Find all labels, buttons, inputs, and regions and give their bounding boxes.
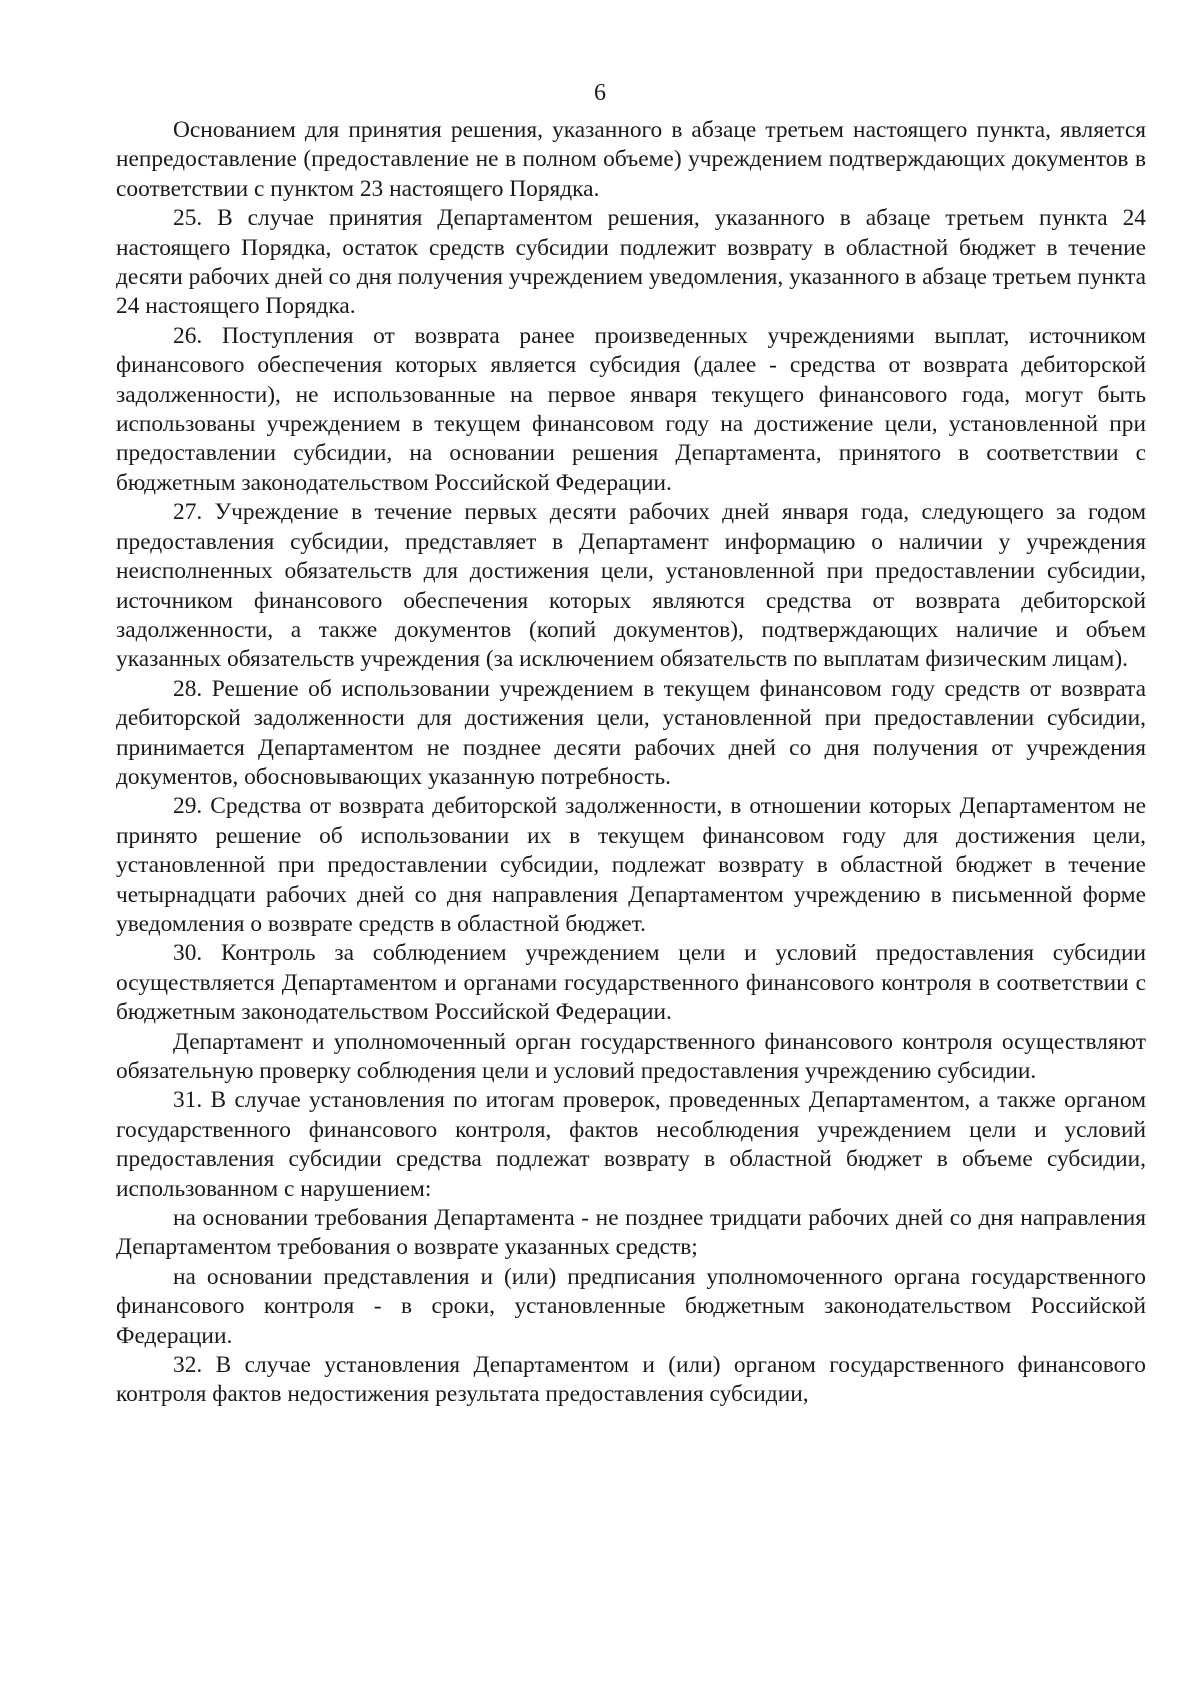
- paragraph-28: 28. Решение об использовании учреждением в текущем финансовом году средств от возврата дебиторской задолженности для достижения цели, установленной при предоставлении субсидии, принимается Департаментом не позднее десяти рабочих дней со дня получения от учреждения документов, обосновывающих указанную потребность.: [116, 675, 1146, 790]
- paragraph-27: 27. Учреждение в течение первых десяти рабочих дней января года, следующего за годом предоставления субсидии, представляет в Департамент информацию о наличии у учреждения неисполненных обязательств для достижения цели, установленной при предоставлении субсидии, источником финансового обеспечения которых являются средства от возврата дебиторской задолженности, а также документов (копий документов), подтверждающих наличие и объем указанных обязательств учреждения (за исключением обязательств по выплатам физическим лицам).: [116, 499, 1146, 673]
- paragraph-25: 25. В случае принятия Департаментом решения, указанного в абзаце третьем пункта 24 настоящего Порядка, остаток средств субсидии подлежит возврату в областной бюджет в течение десяти рабочих дней со дня получения учреждением уведомления, указанного в абзаце третьем пункта 24 настоящего Порядка.: [116, 205, 1146, 320]
- paragraph-31-department-demand: на основании требования Департамента - не позднее тридцати рабочих дней со дня направления Департаментом требования о возврате указанных средств;: [116, 1205, 1146, 1261]
- paragraph-31-control-order: на основании представления и (или) предписания уполномоченного органа государственного финансового контроля - в сроки, установленные бюджетным законодательством Российской Федерации.: [116, 1263, 1146, 1349]
- paragraph-26: 26. Поступления от возврата ранее произведенных учреждениями выплат, источником финансового обеспечения которых является субсидия (далее - средства от возврата дебиторской задолженности), не использованные на первое января текущего финансового года, могут быть использованы учреждением в текущем финансовом году на достижение цели, установленной при предоставлении субсидии, на основании решения Департамента, принятого в соответствии с бюджетным законодательством Российской Федерации.: [116, 322, 1146, 496]
- paragraph-basis: Основанием для принятия решения, указанного в абзаце третьем настоящего пункта, является непредоставление (предоставление не в полном объеме) учреждением подтверждающих документов в соответствии с пунктом 23 настоящего Порядка.: [116, 117, 1146, 202]
- page-number: 6: [594, 80, 606, 106]
- paragraph-31: 31. В случае установления по итогам проверок, проведенных Департаментом, а также органом государственного финансового контроля, фактов несоблюдения учреждением цели и условий предоставления субсидии средства подлежат возврату в областной бюджет в объеме субсидии, использованном с нарушением:: [116, 1087, 1146, 1202]
- paragraph-30: 30. Контроль за соблюдением учреждением цели и условий предоставления субсидии осуществляется Департаментом и органами государственного финансового контроля в соответствии с бюджетным законодательством Российской Федерации.: [116, 940, 1146, 1026]
- paragraph-29: 29. Средства от возврата дебиторской задолженности, в отношении которых Департаментом не принято решение об использовании их в текущем финансовом году для достижения цели, установленной при предоставлении субсидии, подлежат возврату в областной бюджет в течение четырнадцати рабочих дней со дня направления Департаментом учреждению в письменной форме уведомления о возврате средств в областной бюджет.: [116, 793, 1146, 937]
- document-body: [116, 116, 1146, 1410]
- paragraph-30-inspection: Департамент и уполномоченный орган государственного финансового контроля осуществляют обязательную проверку соблюдения цели и условий предоставления учреждению субсидии.: [116, 1028, 1146, 1084]
- paragraph-32: 32. В случае установления Департаментом и (или) органом государственного финансового контроля фактов недостижения результата предоставления субсидии,: [116, 1352, 1146, 1408]
